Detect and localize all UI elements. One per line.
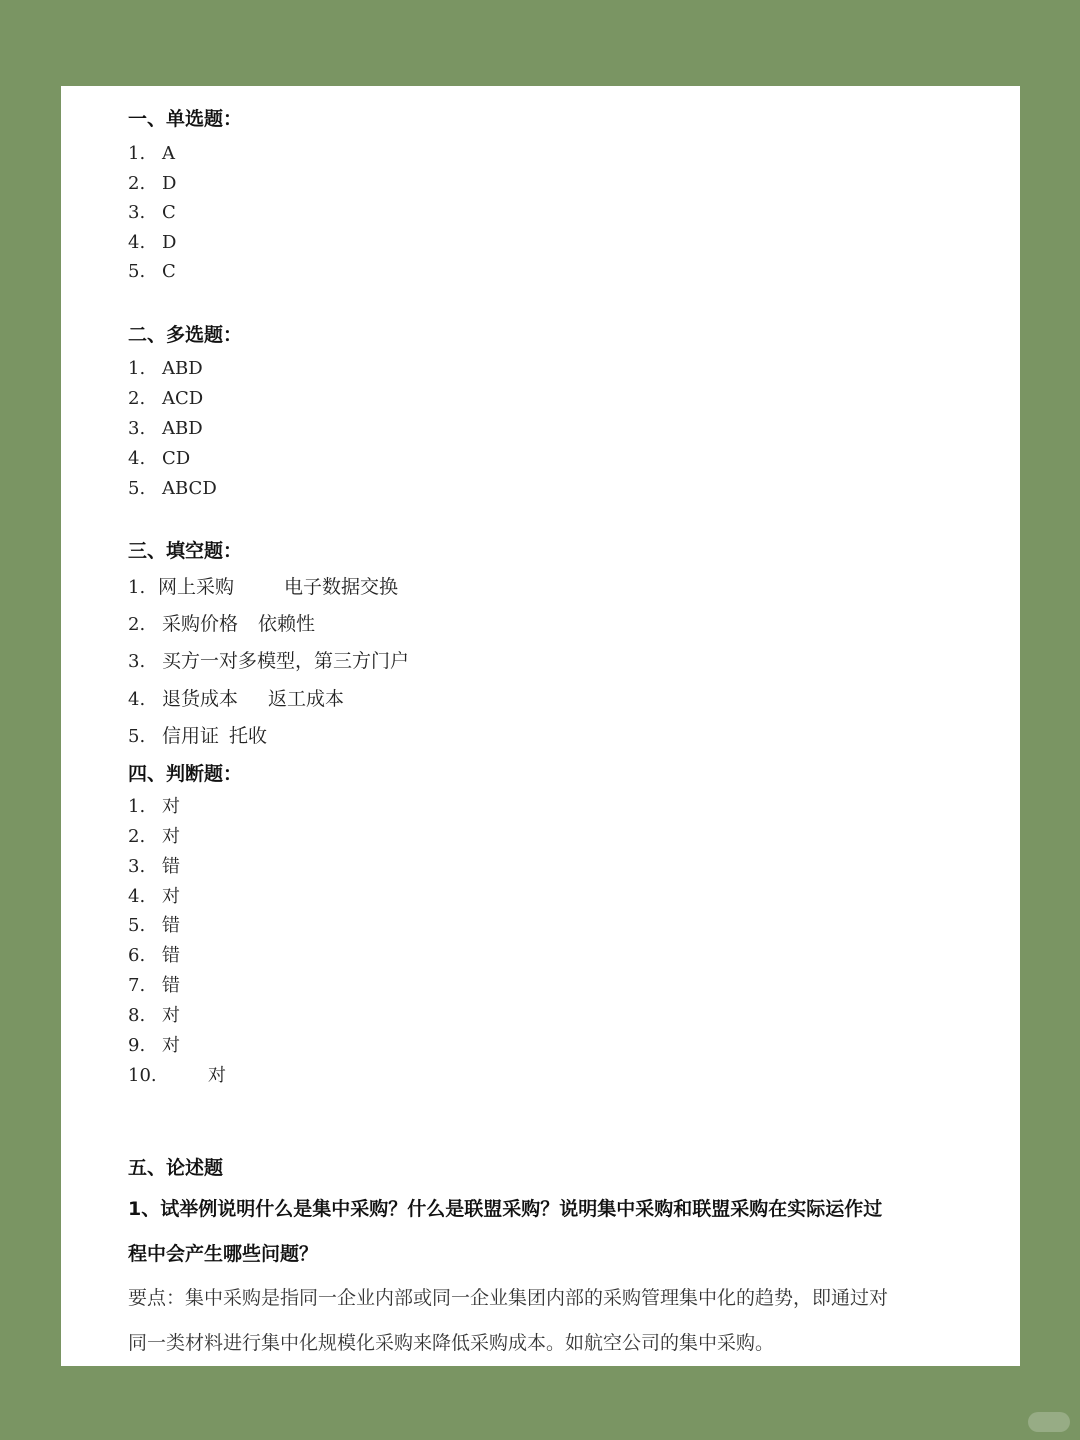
multiple-choice-item bbox=[128, 450, 190, 468]
answer-sheet-page bbox=[61, 86, 1020, 1366]
true-false-item bbox=[128, 1007, 180, 1025]
item-number: 4. bbox=[128, 689, 146, 710]
single-choice-item bbox=[128, 175, 176, 193]
item-answer: D bbox=[162, 173, 177, 194]
item-answer: ABD bbox=[162, 358, 203, 379]
item-answer-second: 返工成本 bbox=[268, 688, 345, 710]
item-answer: ACD bbox=[162, 388, 204, 409]
item-number: 2. bbox=[128, 388, 146, 409]
item-number: 4. bbox=[128, 448, 146, 469]
true-false-item bbox=[128, 977, 180, 995]
fill-in-item bbox=[128, 690, 344, 709]
fill-in-item bbox=[128, 727, 267, 746]
single-choice-item bbox=[128, 263, 176, 281]
item-answer-second: 电子数据交换 bbox=[284, 576, 399, 598]
true-false-item bbox=[128, 888, 180, 906]
multiple-choice-item bbox=[128, 390, 203, 408]
item-number: 5. bbox=[128, 261, 146, 282]
item-answer: CD bbox=[162, 448, 191, 469]
item-answer: 错 bbox=[162, 945, 180, 966]
single-choice-item bbox=[128, 204, 176, 222]
multiple-choice-item bbox=[128, 480, 217, 498]
item-answer: 错 bbox=[162, 915, 180, 936]
item-number: 1. bbox=[128, 143, 146, 164]
item-number: 2. bbox=[128, 826, 146, 847]
item-number: 3. bbox=[128, 651, 146, 672]
item-answer: D bbox=[162, 232, 177, 253]
true-false-item bbox=[128, 798, 180, 816]
single-choice-item bbox=[128, 234, 176, 252]
item-number: 3. bbox=[128, 856, 146, 877]
multiple-choice-item bbox=[128, 420, 203, 438]
item-answer: 对 bbox=[162, 1035, 180, 1056]
true-false-item bbox=[128, 917, 180, 935]
item-number: 2. bbox=[128, 614, 146, 635]
watermark-badge bbox=[1028, 1412, 1070, 1432]
item-number: 1. bbox=[128, 577, 146, 598]
item-answer-first: 网上采购 bbox=[158, 576, 235, 598]
fill-in-item bbox=[128, 615, 315, 634]
item-number: 6. bbox=[128, 945, 146, 966]
essay-answer-line-2: 同一类材料进行集中化规模化采购来降低采购成本。如航空公司的集中采购。 bbox=[128, 1332, 775, 1354]
item-number: 5. bbox=[128, 726, 146, 747]
item-number: 10. bbox=[128, 1065, 157, 1086]
item-answer: 对 bbox=[162, 796, 180, 817]
item-answer-first: 信用证 bbox=[162, 725, 220, 747]
section-title-true-false: 四、判断题： bbox=[128, 763, 243, 785]
single-choice-item bbox=[128, 145, 175, 163]
item-answer: 对 bbox=[162, 1005, 180, 1026]
section-title-single-choice: 一、单选题： bbox=[128, 108, 243, 130]
true-false-item bbox=[128, 1037, 180, 1055]
item-answer-second: 依赖性 bbox=[258, 613, 316, 635]
item-number: 4. bbox=[128, 886, 146, 907]
item-answer: 对 bbox=[162, 886, 180, 907]
item-number: 9. bbox=[128, 1035, 146, 1056]
true-false-item bbox=[128, 828, 180, 846]
fill-in-item bbox=[128, 652, 409, 671]
item-answer: C bbox=[162, 261, 176, 282]
item-number: 5. bbox=[128, 915, 146, 936]
item-answer: A bbox=[162, 143, 175, 164]
section-title-multiple-choice: 二、多选题： bbox=[128, 324, 243, 346]
item-answer: ABD bbox=[162, 418, 203, 439]
item-number: 7. bbox=[128, 975, 146, 996]
item-answer-first: 买方一对多模型，第三方门户 bbox=[162, 650, 410, 672]
item-number: 8. bbox=[128, 1005, 146, 1026]
item-number: 4. bbox=[128, 232, 146, 253]
item-answer: 错 bbox=[162, 975, 180, 996]
item-answer-second: 托收 bbox=[229, 725, 268, 747]
essay-answer-line-1: 要点：集中采购是指同一企业内部或同一企业集团内部的采购管理集中化的趋势，即通过对 bbox=[128, 1287, 889, 1309]
section-title-fill-in-blank: 三、填空题： bbox=[128, 540, 243, 562]
essay-question-line-1: 1、试举例说明什么是集中采购？什么是联盟采购？说明集中采购和联盟采购在实际运作过 bbox=[128, 1198, 883, 1220]
item-answer-first: 退货成本 bbox=[162, 688, 239, 710]
item-answer: 对 bbox=[208, 1065, 226, 1086]
item-number: 1. bbox=[128, 796, 146, 817]
item-number: 2. bbox=[128, 173, 146, 194]
fill-in-item bbox=[128, 578, 398, 597]
essay-question-line-2: 程中会产生哪些问题？ bbox=[128, 1243, 319, 1265]
item-number: 5. bbox=[128, 478, 146, 499]
item-answer: 对 bbox=[162, 826, 180, 847]
item-number: 3. bbox=[128, 418, 146, 439]
item-answer-first: 采购价格 bbox=[162, 613, 239, 635]
item-number: 1. bbox=[128, 358, 146, 379]
true-false-item bbox=[128, 947, 180, 965]
item-number: 3. bbox=[128, 202, 146, 223]
item-answer: ABCD bbox=[162, 478, 217, 499]
item-answer: C bbox=[162, 202, 176, 223]
item-answer: 错 bbox=[162, 856, 180, 877]
section-title-essay: 五、论述题 bbox=[128, 1157, 224, 1179]
multiple-choice-item bbox=[128, 360, 203, 378]
true-false-item bbox=[128, 1067, 226, 1085]
true-false-item bbox=[128, 858, 180, 876]
